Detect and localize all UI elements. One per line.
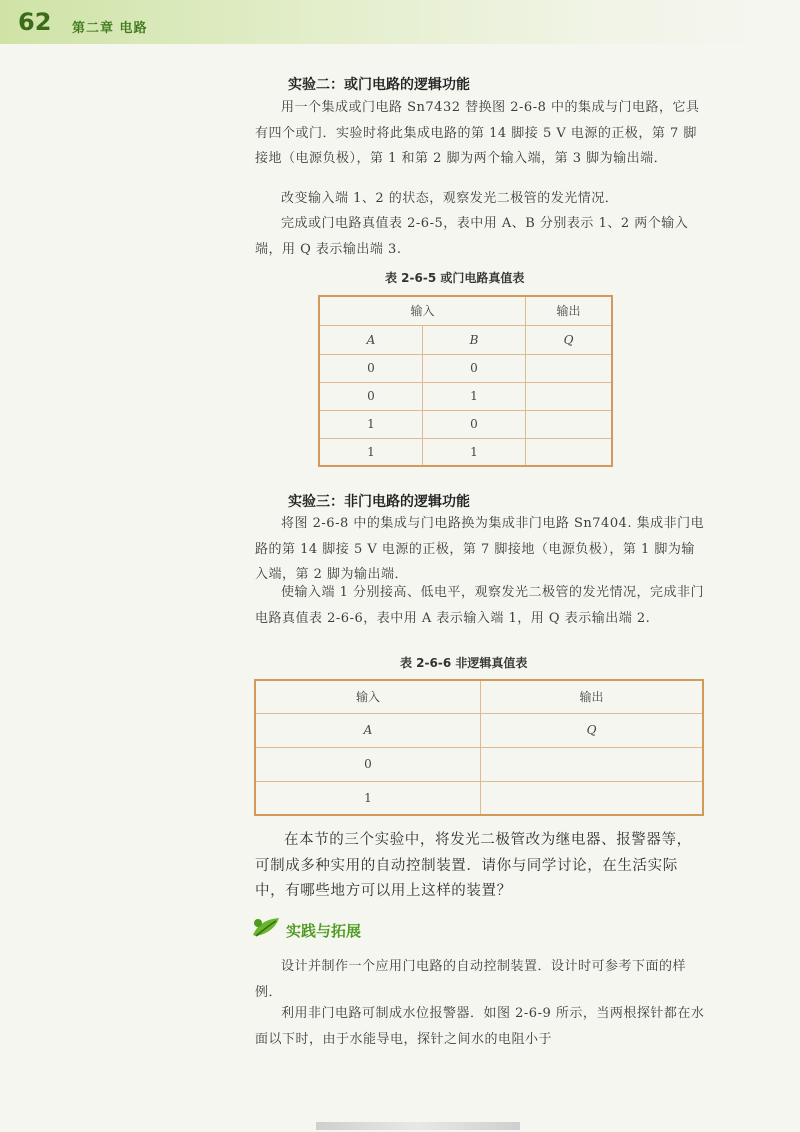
cell-q bbox=[526, 410, 613, 438]
table-col-a: A bbox=[319, 325, 423, 354]
chapter-title: 第二章 电路 bbox=[72, 21, 148, 36]
table-col-b: B bbox=[423, 325, 526, 354]
table-row bbox=[319, 410, 612, 438]
discussion-paragraph: 在本节的三个实验中，将发光二极管改为继电器、报警器等，可制成多种实用的自动控制装置．请你与同学讨论，在生活实际中，有哪些地方可以用上这样的装置？ bbox=[255, 832, 692, 899]
cell-a: 0 bbox=[319, 354, 423, 382]
cell-q bbox=[526, 382, 613, 410]
exp2-paragraph-1: 用一个集成或门电路 Sn7432 替换图 2-6-8 中的集成与门电路，它具有四个或门．实验时将此集成电路的第 14 脚接 5 V 电源的正极，第 7 脚接地（电源负极），第 1 和第 2 脚为两个输入端，第 3 脚为输出端． bbox=[255, 100, 700, 166]
table-2-6-5-caption: 表 2-6-5 或门电路真值表 bbox=[385, 271, 525, 285]
leaf-icon bbox=[250, 915, 282, 945]
table-row bbox=[319, 438, 612, 466]
table-row bbox=[319, 382, 612, 410]
cell-b: 1 bbox=[423, 438, 526, 466]
exp3-paragraph-2: 使输入端 1 分别接高、低电平，观察发光二极管的发光情况，完成非门电路真值表 2-6-6，表中用 A 表示输入端 1，用 Q 表示输出端 2. bbox=[255, 585, 705, 626]
table-row bbox=[255, 747, 703, 781]
table-header-output: 输出 bbox=[481, 680, 704, 713]
cell-a: 1 bbox=[255, 781, 481, 815]
table-row bbox=[319, 354, 612, 382]
practice-paragraph-2: 利用非门电路可制成水位报警器．如图 2-6-9 所示，当两根探针都在水面以下时，由于水能导电，探针之间水的电阻小于 bbox=[255, 1006, 705, 1047]
practice-heading bbox=[250, 915, 361, 945]
table-header-input: 输入 bbox=[319, 296, 526, 325]
exp2-paragraph-3: 完成或门电路真值表 2-6-5，表中用 A、B 分别表示 1、2 两个输入端，用 Q 表示输出端 3. bbox=[255, 216, 689, 257]
cell-a: 0 bbox=[319, 382, 423, 410]
cell-q bbox=[526, 354, 613, 382]
not-truth-table bbox=[254, 679, 704, 816]
cell-q bbox=[481, 747, 704, 781]
table-header-output: 输出 bbox=[526, 296, 613, 325]
table-col-q: Q bbox=[526, 325, 613, 354]
table-header-input: 输入 bbox=[255, 680, 481, 713]
table-col-a: A bbox=[255, 713, 481, 747]
practice-title: 实践与拓展 bbox=[286, 921, 362, 940]
cell-b: 1 bbox=[423, 382, 526, 410]
table-col-q: Q bbox=[481, 713, 704, 747]
footer-binding-mark bbox=[316, 1122, 520, 1130]
page-number: 62 bbox=[18, 8, 52, 36]
cell-q bbox=[481, 781, 704, 815]
cell-a: 1 bbox=[319, 410, 423, 438]
cell-a: 0 bbox=[255, 747, 481, 781]
cell-b: 0 bbox=[423, 410, 526, 438]
exp3-paragraph-1: 将图 2-6-8 中的集成与门电路换为集成非门电路 Sn7404. 集成非门电路的第 14 脚接 5 V 电源的正极，第 7 脚接地（电源负极），第 1 脚为输入端，第 2 脚为输出端． bbox=[255, 516, 705, 582]
or-truth-table bbox=[318, 295, 613, 467]
exp3-heading: 实验三：非门电路的逻辑功能 bbox=[288, 494, 470, 510]
exp2-heading: 实验二：或门电路的逻辑功能 bbox=[288, 77, 470, 93]
cell-b: 0 bbox=[423, 354, 526, 382]
cell-a: 1 bbox=[319, 438, 423, 466]
page-header bbox=[0, 0, 800, 44]
table-row bbox=[255, 781, 703, 815]
exp2-paragraph-2: 改变输入端 1、2 的状态，观察发光二极管的发光情况． bbox=[281, 191, 619, 206]
cell-q bbox=[526, 438, 613, 466]
practice-paragraph-1: 设计并制作一个应用门电路的自动控制装置．设计时可参考下面的样例． bbox=[255, 959, 687, 1000]
table-2-6-6-caption: 表 2-6-6 非逻辑真值表 bbox=[400, 656, 528, 670]
